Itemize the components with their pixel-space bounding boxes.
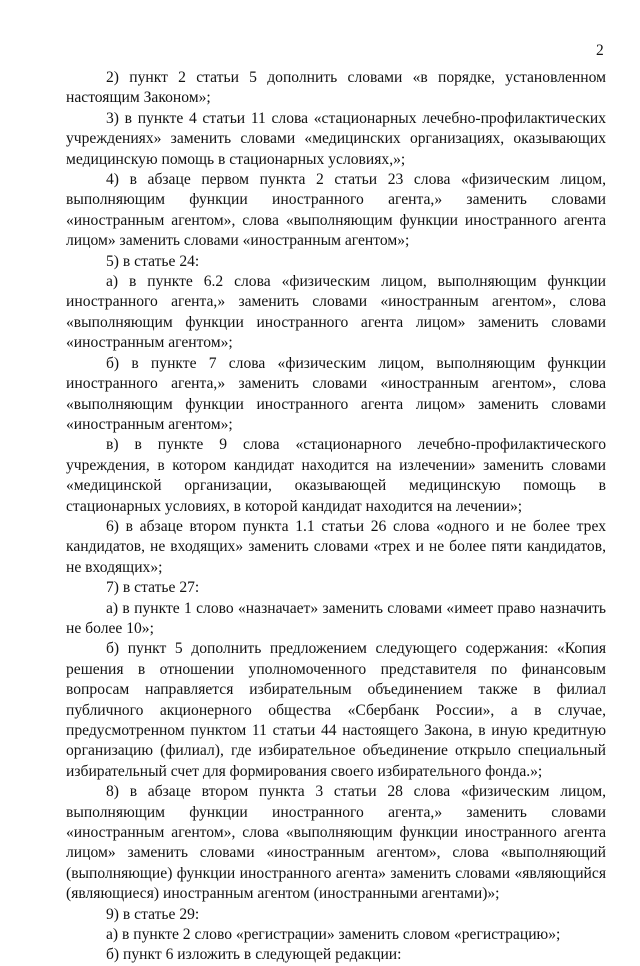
paragraph: 6) в абзаце втором пункта 1.1 статьи 26 слова «одного и не более трех кандидатов, не входящих» заменить словами «трех и не более пяти кандидатов, не входящих»;	[66, 517, 606, 576]
paragraph: 7) в статье 27:	[106, 579, 200, 597]
paragraph: 9) в статье 29:	[106, 905, 200, 923]
paragraph: а) в пункте 6.2 слова «физическим лицом, выполняющим функции иностранного агента,» заменить словами «иностранным агентом», слова «выполняющим функции иностранного агента лицом» заменить словами «иностранным агентом»;	[66, 273, 606, 352]
page-number: 2	[596, 42, 604, 59]
paragraph: 2) пункт 2 статьи 5 дополнить словами «в порядке, установленном настоящим Законом»;	[66, 69, 606, 107]
document-body	[66, 68, 606, 966]
paragraph: а) в пункте 2 слово «регистрации» заменить словом «регистрацию»;	[106, 926, 561, 944]
paragraph: в) в пункте 9 слова «стационарного лечебно-профилактического учреждения, в котором кандидат находится на излечении» заменить словами «медицинской организации, оказывающей медицинскую помощь в стационарных условиях, в которой кандидат находится на лечении»;	[66, 436, 606, 515]
paragraph: 4) в абзаце первом пункта 2 статьи 23 слова «физическим лицом, выполняющим функции иностранного агента,» заменить словами «иностранным агентом», слова «выполняющим функции иностранного агента лицом» заменить словами «иностранным агентом»;	[66, 171, 606, 250]
paragraph: 3) в пункте 4 статьи 11 слова «стационарных лечебно-профилактических учреждениях» заменить словами «медицинских организациях, оказывающих медицинскую помощь в стационарных условиях,»;	[66, 109, 606, 168]
paragraph: 5) в статье 24:	[106, 252, 200, 270]
paragraph: б) в пункте 7 слова «физическим лицом, выполняющим функции иностранного агента,» заменить словами «иностранным агентом», слова «выполняющим функции иностранного агента лицом» заменить словами «иностранным агентом»;	[66, 354, 606, 433]
paragraph: б) пункт 6 изложить в следующей редакции:	[106, 946, 402, 964]
paragraph: б) пункт 5 дополнить предложением следующего содержания: «Копия решения в отношении уполномоченного представителя по финансовым вопросам направляется избирательным объединением также в филиал публичного акционерного общества «Сбербанк России», а в случае, предусмотренном пунктом 11 статьи 44 настоящего Закона, в иную кредитную организацию (филиал), где избирательное объединение открыло специальный избирательный счет для формирования своего избирательного фонда.»;	[66, 640, 606, 780]
paragraph: а) в пункте 1 слово «назначает» заменить словами «имеет право назначить не более 10»;	[66, 599, 606, 637]
paragraph: 8) в абзаце втором пункта 3 статьи 28 слова «физическим лицом, выполняющим функции иностранного агента,» заменить словами «иностранным агентом», слова «выполняющим функции иностранного агента лицом» заменить словами «иностранным агентом», слова «выполняющий (выполняющие) функции иностранного агента» заменить словами «являющийся (являющиеся) иностранным агентом (иностранными агентами)»;	[66, 783, 606, 903]
